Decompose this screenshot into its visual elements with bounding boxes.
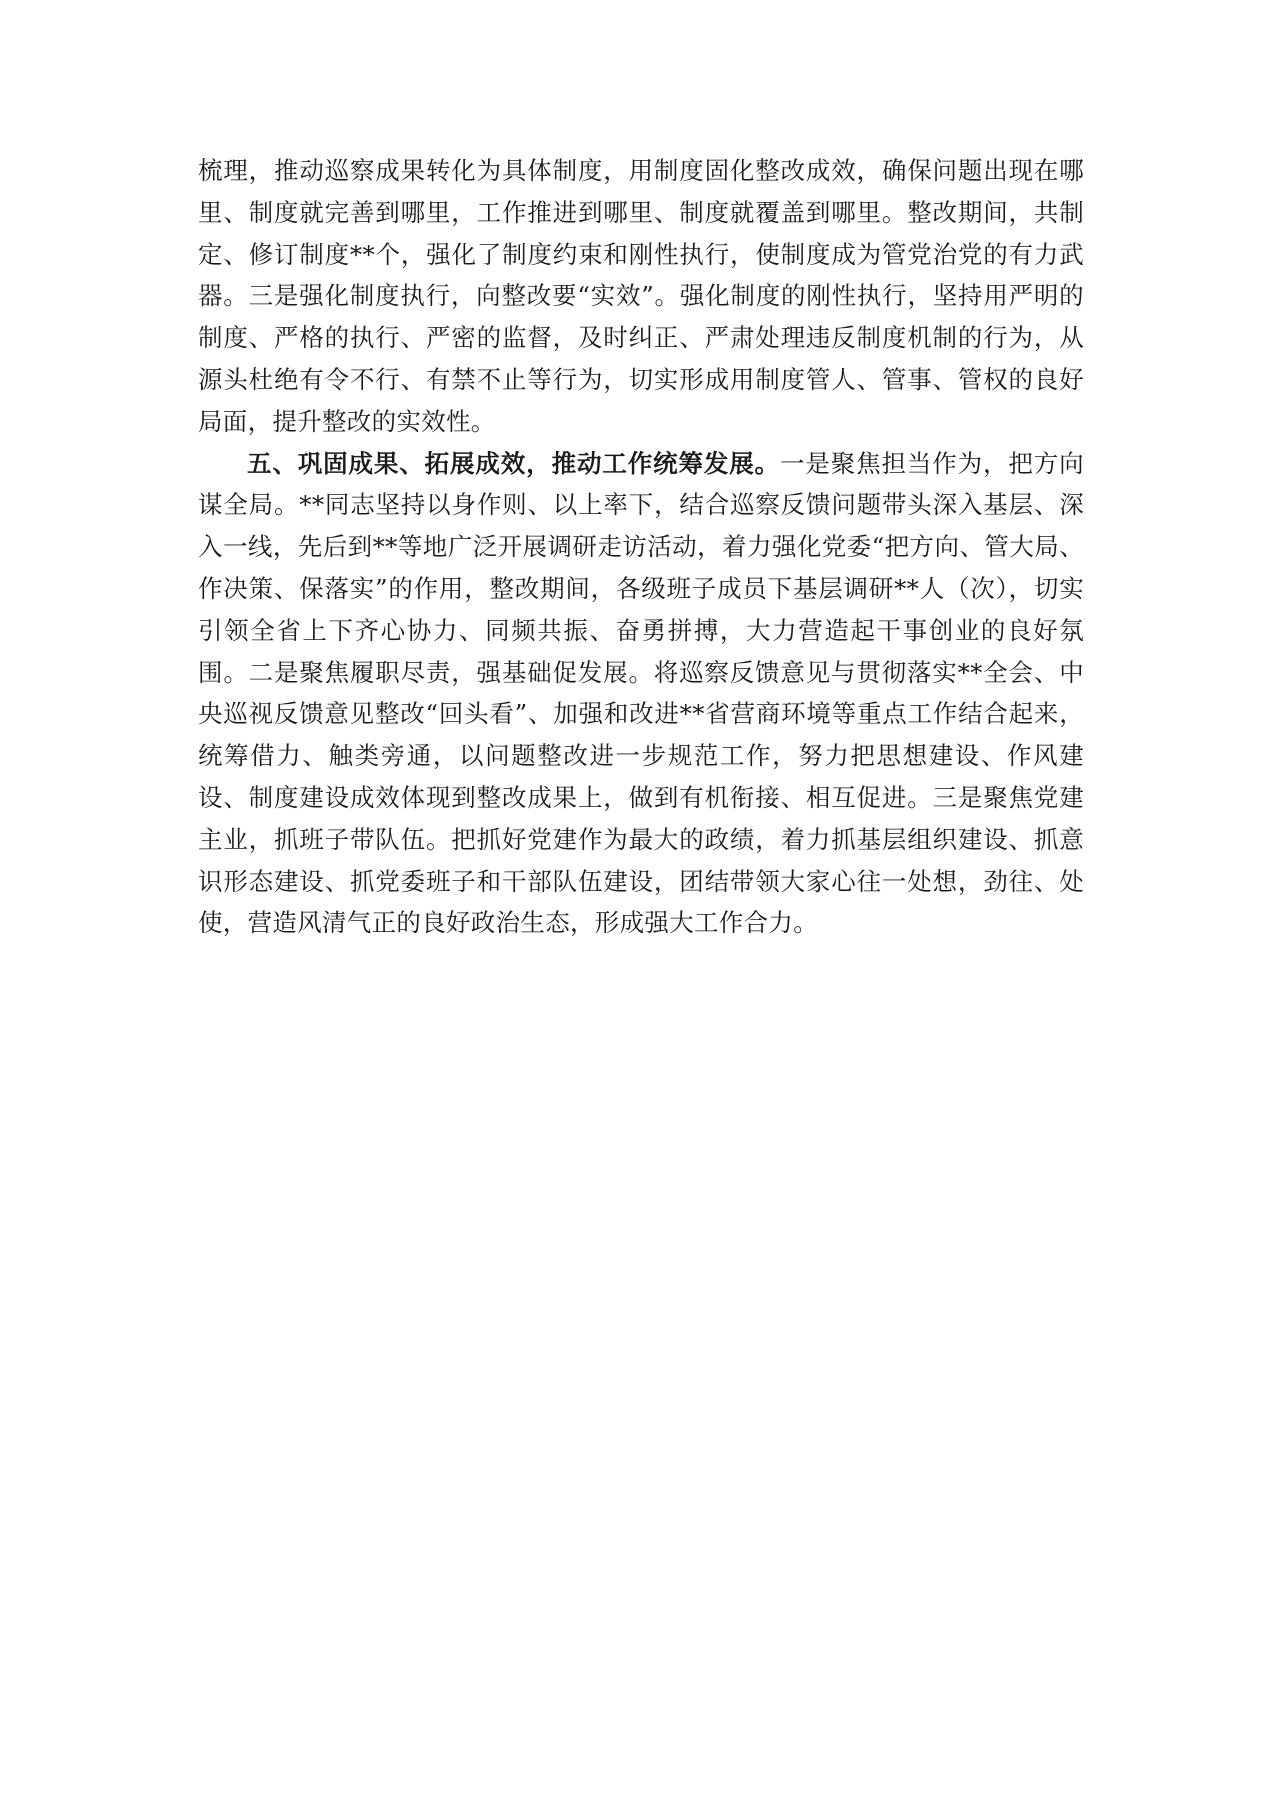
paragraph-2-text: 一是聚焦担当作为，把方向谋全局。**同志坚持以身作则、以上率下，结合巡察反馈问题带头深入基层、深入一线，先后到**等地广泛开展调研走访活动，着力强化党委“把方向、管大局、作决策、保落实”的作用，整改期间，各级班子成员下基层调研**人（次），切实引领全省上下齐心协力、同频共振、奋勇拼搏，大力营造起干事创业的良好氛围。二是聚焦履职尽责，强基础促发展。将巡察反馈意见与贯彻落实**全会、中央巡视反馈意见整改“回头看”、加强和改进**省营商环境等重点工作结合起来，统筹借力、触类旁通，以问题整改进一步规范工作，努力把思想建设、作风建设、制度建设成效体现到整改成果上，做到有机衔接、相互促进。三是聚焦党建主业，抓班子带队伍。把抓好党建作为最大的政绩，着力抓基层组织建设、抓意识形态建设、抓党委班子和干部队伍建设，团结带领大家心往一处想，劲往、处使，营造风清气正的良好政治生态，形成强大工作合力。 [198,448,1084,938]
paragraph-2 [198,443,1084,945]
section-heading: 五、巩固成果、拓展成效，推动工作统筹发展。 [247,448,780,478]
paragraph-1 [198,150,1084,443]
paragraph-1-text: 梳理，推动巡察成果转化为具体制度，用制度固化整改成效，确保问题出现在哪里、制度就完善到哪里，工作推进到哪里、制度就覆盖到哪里。整改期间，共制定、修订制度**个，强化了制度约束和刚性执行，使制度成为管党治党的有力武器。三是强化制度执行，向整改要“实效”。强化制度的刚性执行，坚持用严明的制度、严格的执行、严密的监督，及时纠正、严肃处理违反制度机制的行为，从源头杜绝有令不行、有禁不止等行为，切实形成用制度管人、管事、管权的良好局面，提升整改的实效性。 [198,156,1084,436]
document-body [198,150,1084,944]
